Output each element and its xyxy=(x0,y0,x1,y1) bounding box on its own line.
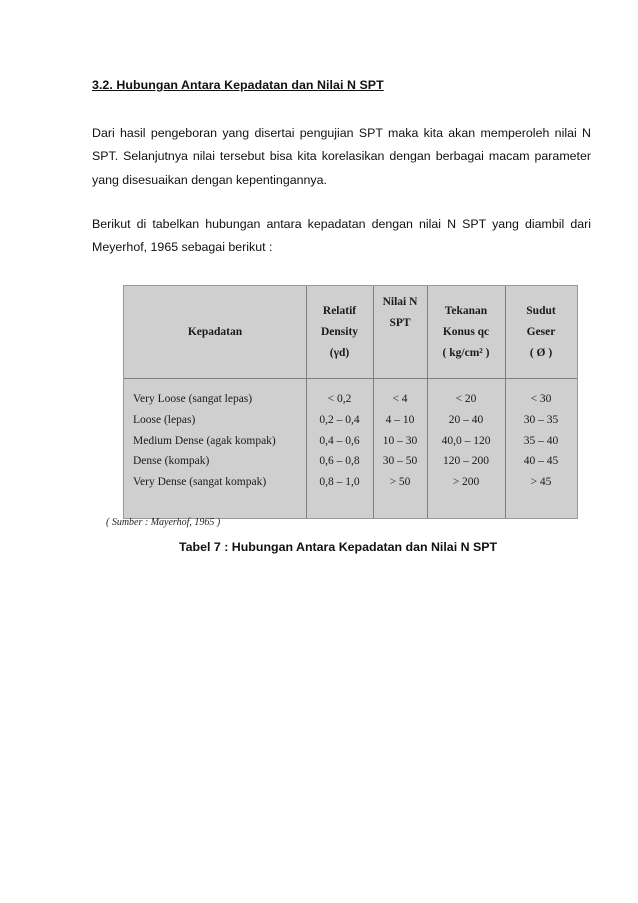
column-nilai-n-spt xyxy=(373,389,427,493)
cell-sudut: 35 – 40 xyxy=(523,434,559,447)
cell-nspt: 30 – 50 xyxy=(382,455,418,468)
column-tekanan-konus xyxy=(427,389,505,493)
cell-tekanan: < 20 xyxy=(455,393,477,405)
cell-tekanan: 120 – 200 xyxy=(443,455,489,468)
cell-kepadatan: Medium Dense (agak kompak) xyxy=(133,434,276,447)
cell-nspt: 4 – 10 xyxy=(385,413,415,426)
column-relatif-density xyxy=(306,389,373,493)
correlation-table xyxy=(123,285,578,519)
cell-kepadatan: Loose (lepas) xyxy=(133,413,196,426)
table-caption: Tabel 7 : Hubungan Antara Kepadatan dan Nilai N SPT xyxy=(179,540,498,554)
cell-tekanan: > 200 xyxy=(452,476,480,489)
cell-kepadatan: Very Dense (sangat kompak) xyxy=(133,476,267,489)
header-sudut-geser: Sudut Geser ( Ø ) xyxy=(526,304,556,359)
cell-nspt: 10 – 30 xyxy=(382,434,418,447)
cell-tekanan: 40,0 – 120 xyxy=(441,434,491,447)
cell-sudut: > 45 xyxy=(530,476,552,489)
cell-relatif: 0,4 – 0,6 xyxy=(319,434,360,447)
header-kepadatan: Kepadatan xyxy=(187,325,243,338)
table-source: ( Sumber : Mayerhof, 1965 ) xyxy=(106,517,221,528)
cell-nspt: < 4 xyxy=(392,393,408,405)
cell-relatif: < 0,2 xyxy=(327,393,352,405)
column-sudut-geser xyxy=(505,389,577,493)
cell-relatif: 0,2 – 0,4 xyxy=(319,413,360,426)
cell-relatif: 0,6 – 0,8 xyxy=(319,455,360,468)
paragraph-table-intro: Berikut di tabelkan hubungan antara kepadatan dengan nilai N SPT yang diambil dari Meyerhof, 1965 sebagai berikut : xyxy=(92,217,591,255)
header-nilai-n-spt: Nilai N SPT xyxy=(382,296,418,329)
column-kepadatan xyxy=(133,389,276,493)
cell-sudut: 30 – 35 xyxy=(523,413,559,426)
header-tekanan-konus: Tekanan Konus qc ( kg/cm² ) xyxy=(442,304,490,359)
cell-kepadatan: Dense (kompak) xyxy=(133,455,210,468)
cell-sudut: 40 – 45 xyxy=(523,455,559,468)
cell-nspt: > 50 xyxy=(389,476,411,489)
cell-relatif: 0,8 – 1,0 xyxy=(319,476,360,489)
cell-sudut: < 30 xyxy=(530,393,552,405)
cell-kepadatan: Very Loose (sangat lepas) xyxy=(133,393,253,405)
paragraph-intro: Dari hasil pengeboran yang disertai pengujian SPT maka kita akan memperoleh nilai N SPT. Selanjutnya nilai tersebut bisa kita korelasikan dengan berbagai macam parameter yang disesuaikan dengan kepentingannya. xyxy=(92,126,591,187)
section-heading: 3.2. Hubungan Antara Kepadatan dan Nilai N SPT xyxy=(92,78,384,92)
cell-tekanan: 20 – 40 xyxy=(448,413,484,426)
header-relatif-density: Relatif Density (γd) xyxy=(320,304,359,359)
